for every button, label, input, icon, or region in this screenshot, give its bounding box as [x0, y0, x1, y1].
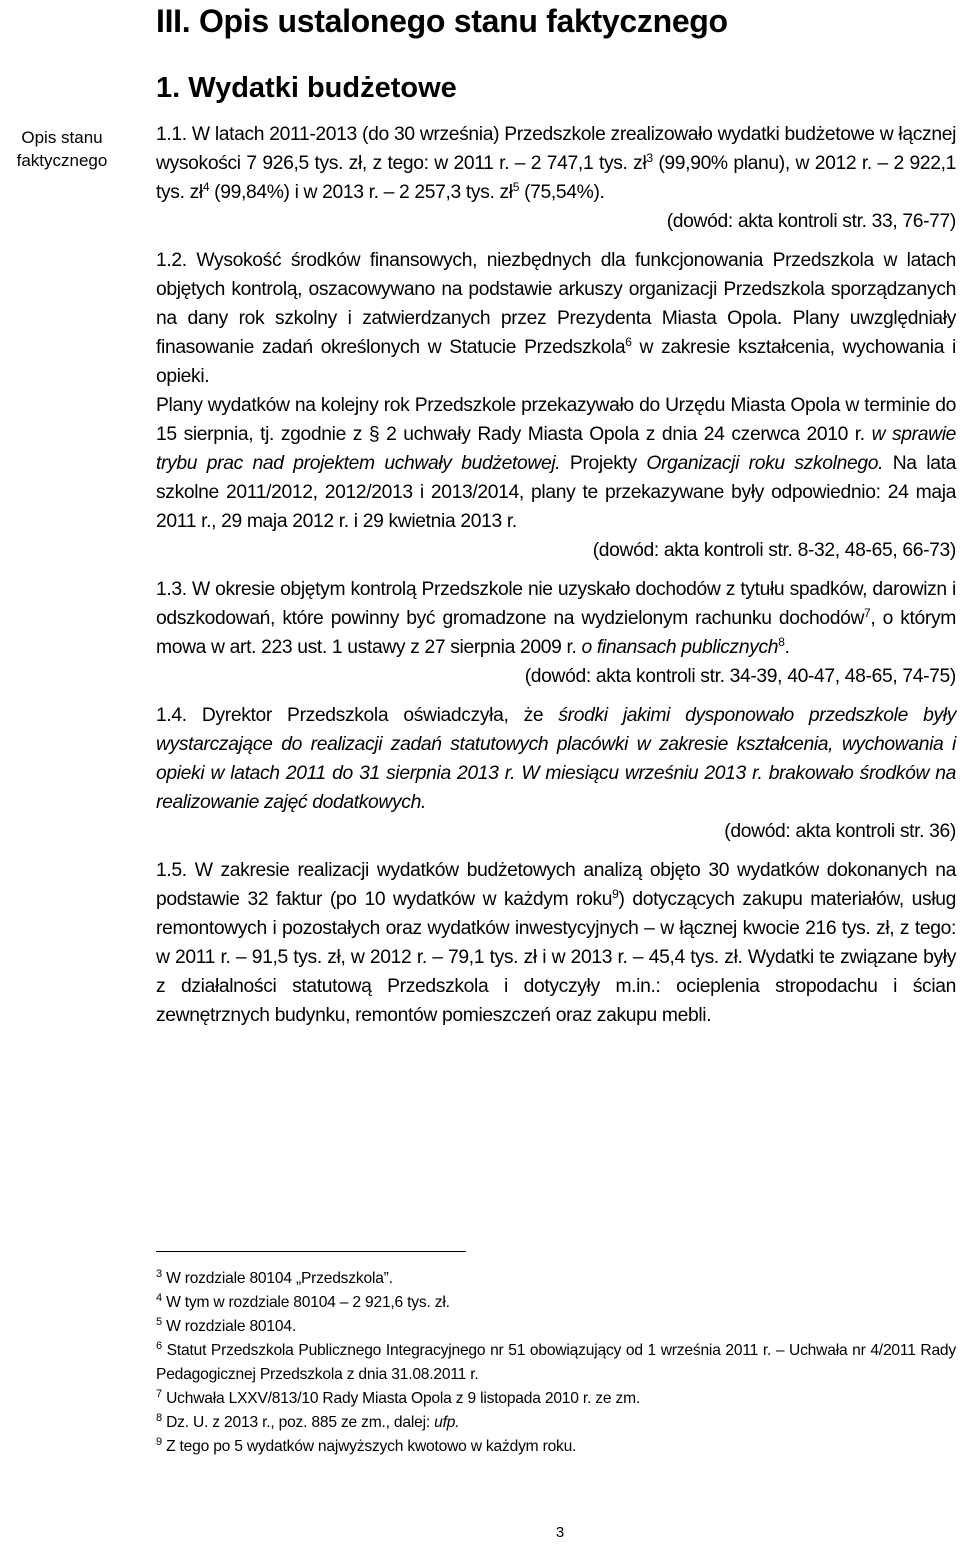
- footnote-number: 3: [156, 1268, 162, 1280]
- margin-label: [0, 126, 124, 172]
- footnote-number: 6: [156, 1340, 162, 1352]
- text-run-italic: środki jakimi dysponowało przedszkole były wystarczające do realizacji zadań statutowych placówki w zakresie kształcenia, wychowania i opieki w latach 2011 do 31 sierpnia 2013 r. W miesiącu wrześniu 2013 r. brakowało środków na realizowanie zajęć dodatkowych.: [156, 705, 956, 813]
- footnote-number: 5: [156, 1316, 162, 1328]
- text-run: 1.2. Wysokość środków finansowych, niezbędnych dla funkcjonowania Przedszkola w latach objętych kontrolą, oszacowywano na podstawie arkuszy organizacji Przedszkola sporządzanych na dany rok szkolny i zatwierdzanych przez Prezydenta Miasta Opola. Plany uwzględniały finasowanie zadań określonych w Statucie Przedszkola: [156, 250, 956, 358]
- text-run: (75,54%).: [519, 182, 605, 203]
- footnote-text: Statut Przedszkola Publicznego Integracyjnego nr 51 obowiązujący od 1 września 2011 r. – Uchwała nr 4/2011 Rady Pedagogicznej Przedszkola z dnia 31.08.2011 r.: [156, 1342, 956, 1383]
- footnote-ref: 6: [625, 335, 632, 349]
- paragraph-1-3: [156, 575, 956, 662]
- margin-label-line: faktycznego: [16, 151, 108, 170]
- paragraph-1-5: [156, 856, 956, 1030]
- footnote-ref: 4: [202, 180, 210, 194]
- footnote: [156, 1435, 956, 1459]
- footnote-text: W rozdziale 80104 „Przedszkola”.: [166, 1270, 393, 1287]
- text-run: Projekty: [560, 453, 647, 474]
- evidence-note: (dowód: akta kontroli str. 34-39, 40-47, 48-65, 74-75): [524, 666, 956, 687]
- paragraph-1-1: [156, 120, 956, 207]
- section-title: III. Opis ustalonego stanu faktycznego: [156, 3, 728, 39]
- evidence-note: (dowód: akta kontroli str. 8-32, 48-65, 66-73): [592, 540, 956, 561]
- footnote-text: Z tego po 5 wydatków najwyższych kwotowo w każdym roku.: [166, 1438, 577, 1455]
- paragraph-1-2: [156, 246, 956, 391]
- footnote: [156, 1411, 956, 1435]
- evidence-note: (dowód: akta kontroli str. 33, 76-77): [666, 211, 956, 232]
- footnote-ref: 7: [864, 606, 871, 620]
- subsection-title: 1. Wydatki budżetowe: [156, 72, 457, 104]
- footnote: [156, 1291, 956, 1315]
- text-run-italic: w sprawie trybu prac nad projektem uchwały budżetowej.: [156, 424, 956, 474]
- footnote: [156, 1315, 956, 1339]
- footnote-text: W tym w rozdziale 80104 – 2 921,6 tys. zł.: [166, 1294, 450, 1311]
- text-run: Na lata szkolne 2011/2012, 2012/2013 i 2013/2014, plany te przekazywane były odpowiednio: 24 maja 2011 r., 29 maja 2012 r. i 29 kwietnia 2013 r.: [156, 453, 956, 532]
- text-run: ) dotyczących zakupu materiałów, usług remontowych i pozostałych oraz wydatków inwestycyjnych – w łącznej kwocie 216 tys. zł, z tego: w 2011 r. – 91,5 tys. zł, w 2012 r. – 79,1 tys. zł i w 2013 r. – 45,4 tys. zł. Wydatki te związane były z działalności statutową Przedszkola i dotyczyły m.in.: ocieplenia stropodachu i ścian zewnętrznych budynku, remontów pomieszczeń oraz zakupu mebli.: [156, 889, 956, 1026]
- footnote-ref: 9: [612, 887, 619, 901]
- text-run: 1.4. Dyrektor Przedszkola oświadczyła, że: [156, 705, 559, 726]
- paragraph-1-2-cont: [156, 391, 956, 536]
- footnote-ref: 8: [778, 635, 785, 649]
- footnote-number: 4: [156, 1292, 162, 1304]
- footnote-number: 8: [156, 1412, 162, 1424]
- margin-label-line: Opis stanu: [21, 128, 103, 147]
- text-run: w zakresie kształcenia, wychowania i opieki.: [156, 337, 956, 387]
- paragraph-1-4: [156, 701, 956, 817]
- footnote: [156, 1267, 956, 1291]
- text-run-italic: Organizacji roku szkolnego.: [646, 453, 884, 474]
- footnote-number: 9: [156, 1436, 162, 1448]
- text-run: Plany wydatków na kolejny rok Przedszkole przekazywało do Urzędu Miasta Opola w terminie do 15 sierpnia, tj. zgodnie z § 2 uchwały Rady Miasta Opola z dnia 24 czerwca 2010 r.: [156, 395, 956, 445]
- footnote: [156, 1387, 956, 1411]
- footnote-text: Dz. U. z 2013 r., poz. 885 ze zm., dalej:: [166, 1414, 435, 1431]
- footnote-text: Uchwała LXXV/813/10 Rady Miasta Opola z 9 listopada 2010 r. ze zm.: [166, 1390, 640, 1407]
- footnote-separator: [156, 1251, 466, 1252]
- text-run: (99,84%) i w 2013 r. – 2 257,3 tys. zł: [209, 182, 513, 203]
- footnote: [156, 1339, 956, 1387]
- footnote-ref: 5: [512, 180, 520, 194]
- footnotes: [156, 1267, 956, 1459]
- text-run: 1.3. W okresie objętym kontrolą Przedszkole nie uzyskało dochodów z tytułu spadków, darowizn i odszkodowań, które powinny być gromadzone na wydzielonym rachunku dochodów: [156, 579, 956, 629]
- page-number: 3: [555, 1524, 565, 1541]
- text-run: , o którym mowa w art. 223 ust. 1 ustawy z 27 sierpnia 2009 r.: [156, 608, 957, 658]
- text-run: (99,90% planu), w 2012 r. – 2 922,1 tys. zł: [156, 153, 956, 203]
- text-run-italic: o finansach publicznych: [581, 637, 779, 658]
- footnote-number: 7: [156, 1388, 162, 1400]
- text-run: 1.1. W latach 2011-2013 (do 30 września) Przedszkole zrealizowało wydatki budżetowe w łącznej wysokości 7 926,5 tys. zł, z tego: w 2011 r. – 2 747,1 tys. zł: [156, 124, 956, 174]
- footnote-ref: 3: [646, 151, 653, 165]
- text-run: 1.5. W zakresie realizacji wydatków budżetowych analizą objęto 30 wydatków dokonanych na podstawie 32 faktur (po 10 wydatków w każdym roku: [156, 860, 956, 910]
- text-run: .: [784, 637, 790, 658]
- footnote-text-italic: ufp.: [434, 1414, 460, 1431]
- footnote-text: W rozdziale 80104.: [166, 1318, 296, 1335]
- document-body: [156, 120, 956, 1030]
- evidence-note: (dowód: akta kontroli str. 36): [724, 821, 956, 842]
